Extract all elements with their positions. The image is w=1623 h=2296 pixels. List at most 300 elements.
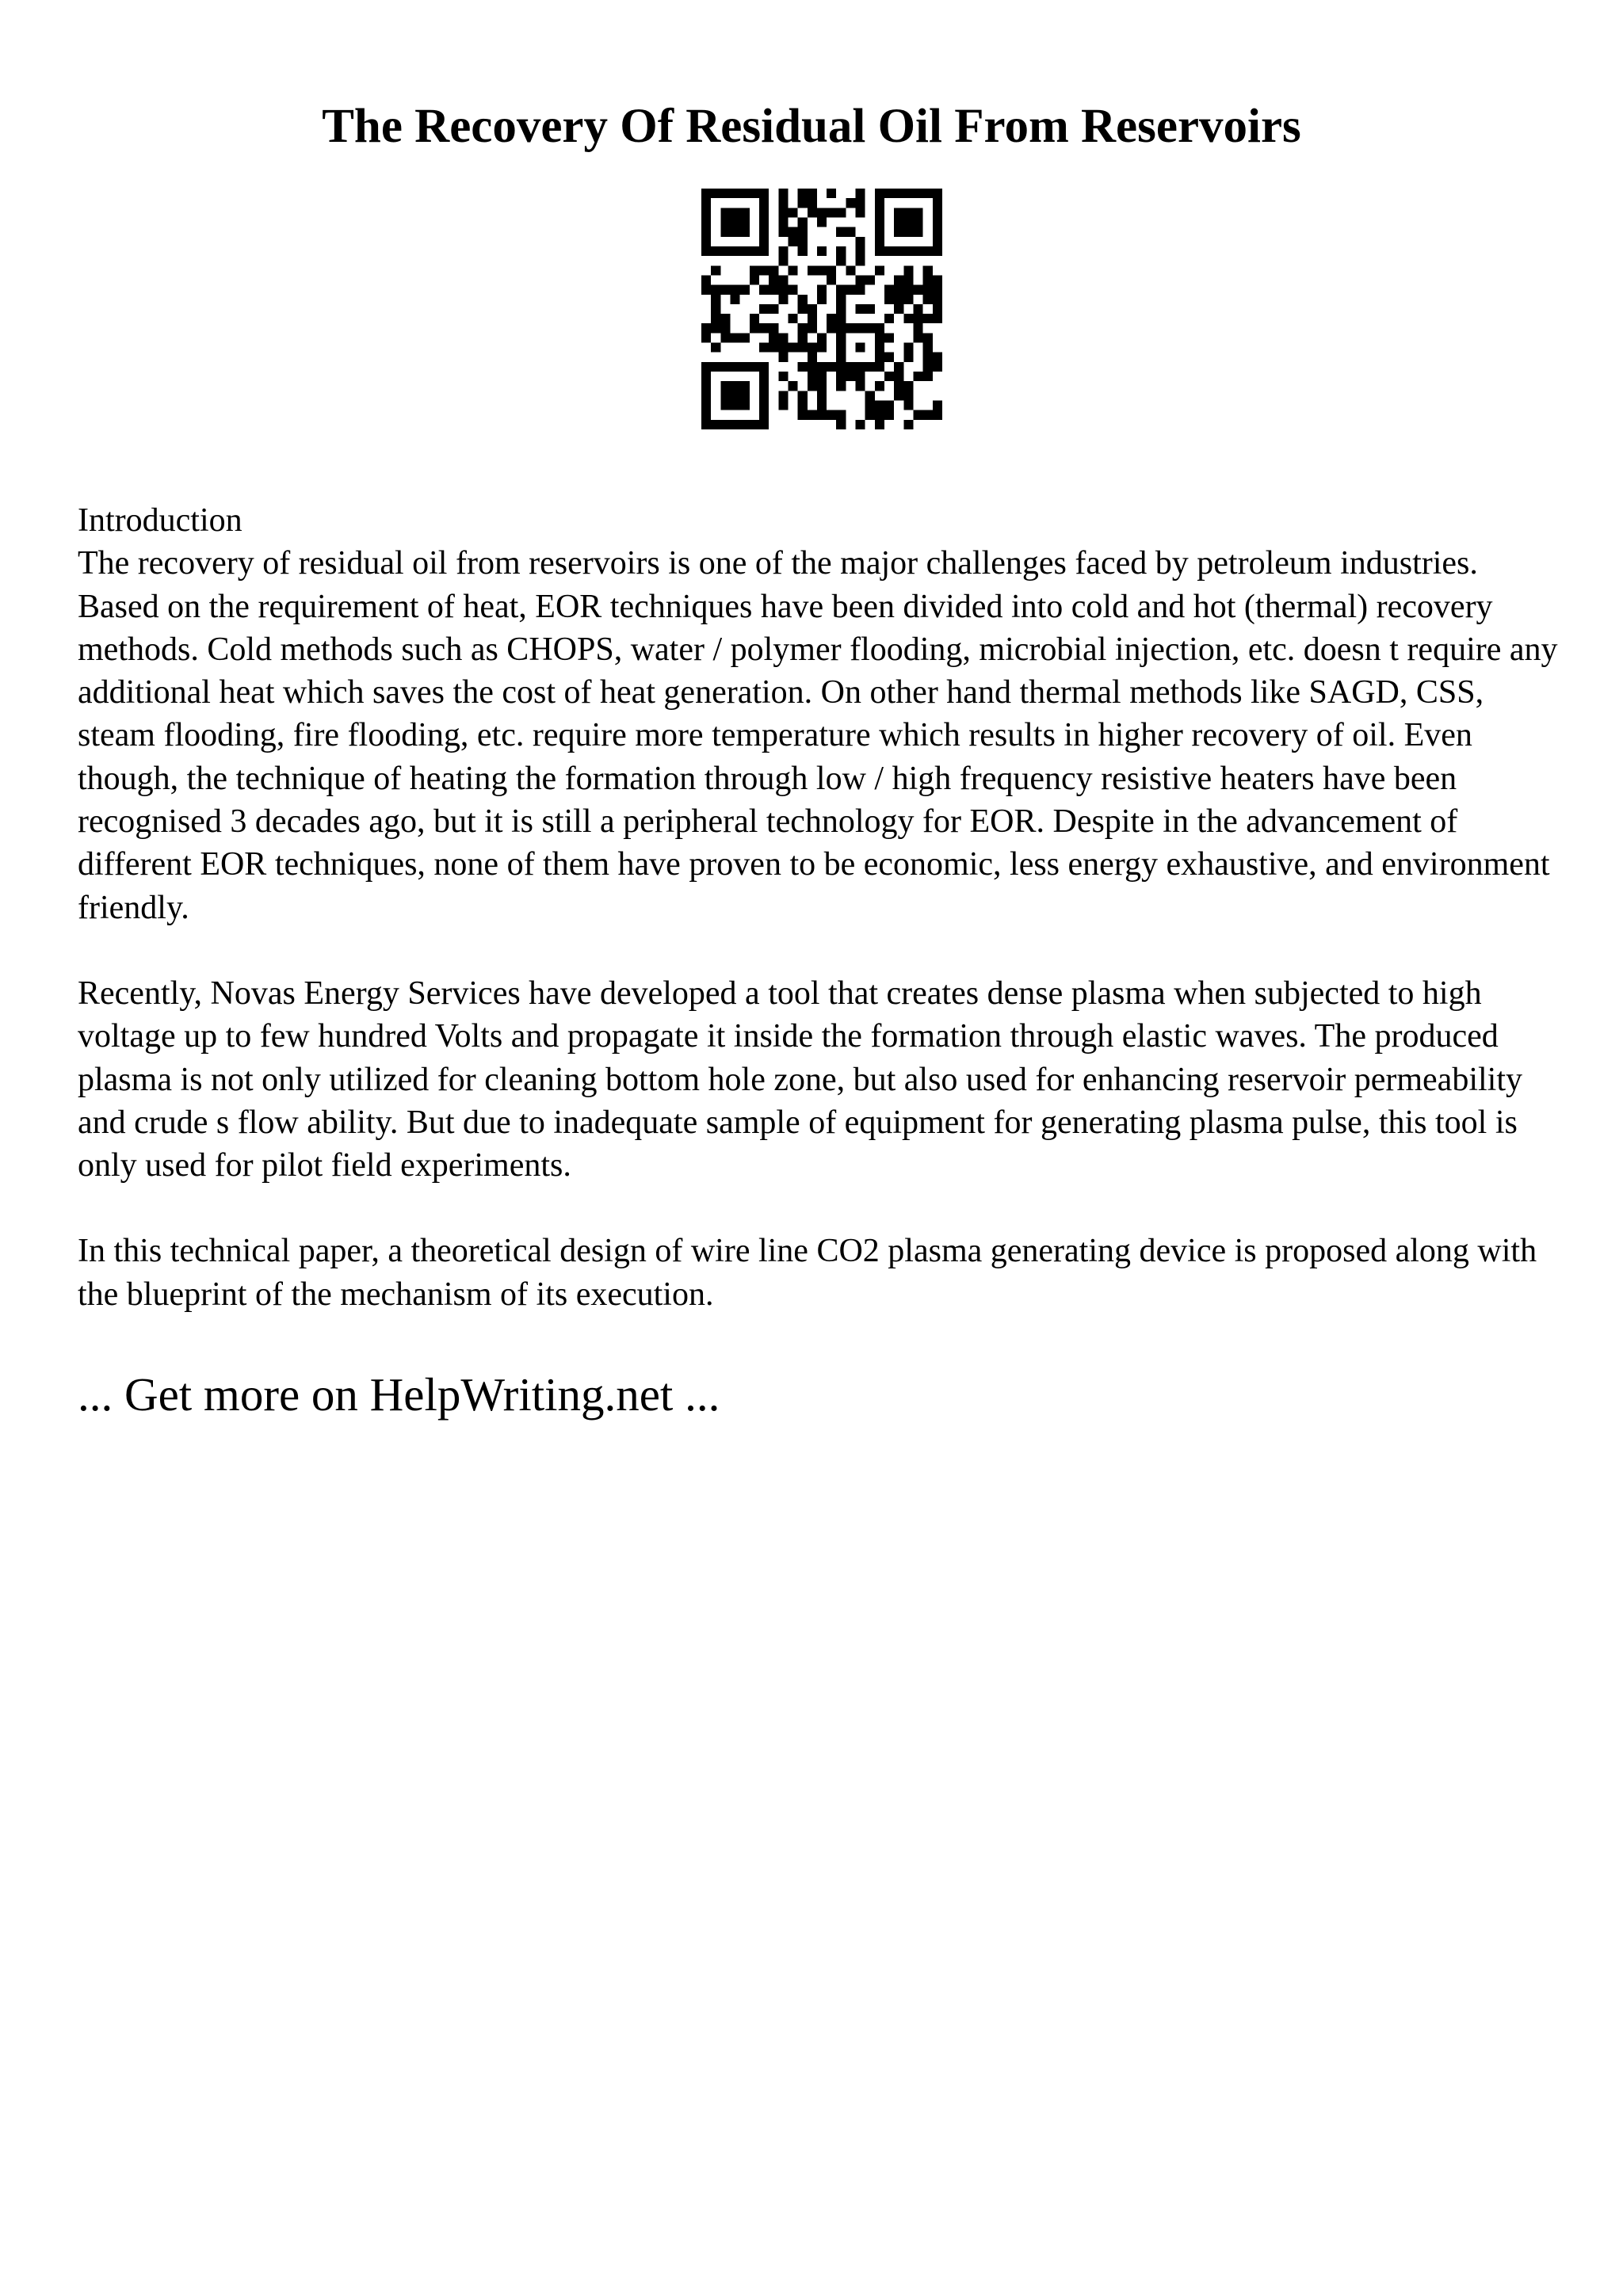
qr-module xyxy=(836,295,846,304)
qr-module xyxy=(750,246,759,256)
qr-module xyxy=(817,285,827,295)
qr-module xyxy=(730,246,739,256)
qr-module xyxy=(759,304,769,314)
qr-module xyxy=(701,208,711,217)
qr-module xyxy=(740,391,750,400)
qr-module xyxy=(701,420,711,429)
paragraph-spacer xyxy=(78,929,1568,972)
qr-module xyxy=(865,323,875,333)
qr-module xyxy=(720,333,730,342)
qr-module xyxy=(827,410,836,420)
qr-module xyxy=(788,285,797,295)
qr-module xyxy=(720,285,730,295)
qr-module xyxy=(856,372,865,381)
qr-module xyxy=(720,227,730,237)
qr-module xyxy=(759,362,769,372)
qr-module xyxy=(865,401,875,410)
qr-module xyxy=(720,323,730,333)
qr-module xyxy=(808,353,817,362)
qr-module xyxy=(808,314,817,323)
qr-module xyxy=(875,323,884,333)
qr-code-icon[interactable] xyxy=(701,189,942,429)
qr-module xyxy=(808,410,817,420)
qr-module xyxy=(894,275,903,284)
qr-module xyxy=(903,381,913,391)
qr-module xyxy=(856,198,865,208)
qr-module xyxy=(894,304,903,314)
qr-module xyxy=(740,420,750,429)
qr-module xyxy=(894,208,903,217)
qr-module xyxy=(759,323,769,333)
qr-module xyxy=(923,265,933,275)
qr-module xyxy=(711,304,720,314)
qr-module xyxy=(759,410,769,420)
qr-module xyxy=(884,353,894,362)
qr-module xyxy=(856,208,865,217)
qr-module xyxy=(778,275,788,284)
paragraph-2: Recently, Novas Energy Services have developed a tool that creates dense plasma when subjected to high voltage up to few hundred Volts and propagate it inside the formation through elastic waves. The produced plasma is not only utilized for cleaning bottom hole zone, but also used for enhancing reservoir permeability and crude s flow ability. But due to inadequate sample of equipment for generating plasma pulse, this tool is only used for pilot field experiments. xyxy=(78,974,1523,1184)
qr-module xyxy=(701,391,711,400)
qr-module xyxy=(730,391,739,400)
qr-module xyxy=(788,208,797,217)
qr-module xyxy=(894,295,903,304)
qr-module xyxy=(914,372,923,381)
qr-module xyxy=(836,256,846,265)
qr-module xyxy=(884,295,894,304)
qr-module xyxy=(817,295,827,304)
qr-module xyxy=(923,410,933,420)
qr-module xyxy=(875,237,884,246)
qr-module xyxy=(856,285,865,295)
qr-module xyxy=(836,246,846,256)
qr-module xyxy=(894,381,903,391)
qr-module xyxy=(865,304,875,314)
qr-module xyxy=(740,208,750,217)
qr-module xyxy=(923,275,933,284)
qr-module xyxy=(933,198,942,208)
qr-module xyxy=(759,208,769,217)
qr-module xyxy=(894,391,903,400)
qr-module xyxy=(836,353,846,362)
qr-module xyxy=(875,401,884,410)
qr-module xyxy=(778,401,788,410)
qr-module xyxy=(817,401,827,410)
qr-module xyxy=(817,343,827,353)
qr-module xyxy=(701,189,711,198)
qr-module xyxy=(875,410,884,420)
qr-module xyxy=(788,314,797,323)
qr-module xyxy=(817,246,827,256)
qr-module xyxy=(894,362,903,372)
paragraph-1: The recovery of residual oil from reservoirs is one of the major challenges faced by petroleum industries. Based on the requirement of heat, EOR techniques have been divided into cold and hot (thermal) recovery methods. Cold methods such as CHOPS, water / polymer flooding, microbial injection, etc. doesn t require any additional heat which saves the cost of heat generation. On other hand thermal methods like SAGD, CSS, steam flooding, fire flooding, etc. require more temperature which results in higher recovery of oil. Even though, the technique of heating the formation through low / high frequency resistive heaters have been recognised 3 decades ago, but it is still a peripheral technology for EOR. Despite in the advancement of different EOR techniques, none of them have proven to be economic, less energy exhaustive, and environment friendly. xyxy=(78,545,1558,926)
qr-module xyxy=(769,275,778,284)
qr-module xyxy=(798,227,808,237)
qr-module xyxy=(778,208,788,217)
get-more-link[interactable]: ... Get more on HelpWriting.net ... xyxy=(78,1368,720,1421)
qr-module xyxy=(923,343,933,353)
qr-module xyxy=(875,362,884,372)
qr-module xyxy=(759,343,769,353)
qr-module xyxy=(836,333,846,342)
qr-module xyxy=(856,237,865,246)
qr-module xyxy=(798,189,808,198)
qr-module xyxy=(769,285,778,295)
qr-module xyxy=(778,217,788,227)
qr-module xyxy=(827,362,836,372)
qr-module xyxy=(750,314,759,323)
qr-module xyxy=(720,401,730,410)
qr-module xyxy=(933,410,942,420)
qr-module xyxy=(933,314,942,323)
qr-module xyxy=(923,372,933,381)
qr-module xyxy=(836,343,846,353)
qr-module xyxy=(730,285,739,295)
qr-module xyxy=(750,323,759,333)
qr-module xyxy=(914,410,923,420)
qr-module xyxy=(778,372,788,381)
qr-module xyxy=(856,246,865,256)
qr-module xyxy=(856,275,865,284)
qr-module xyxy=(759,198,769,208)
qr-module xyxy=(933,227,942,237)
qr-module xyxy=(720,391,730,400)
qr-module xyxy=(798,362,808,372)
qr-module xyxy=(750,189,759,198)
qr-module xyxy=(827,189,836,198)
qr-module xyxy=(778,189,788,198)
qr-module xyxy=(701,333,711,342)
qr-module xyxy=(817,362,827,372)
qr-module xyxy=(701,237,711,246)
qr-module xyxy=(701,198,711,208)
qr-module xyxy=(846,265,855,275)
qr-module xyxy=(846,372,855,381)
qr-module xyxy=(875,343,884,353)
qr-module xyxy=(903,401,913,410)
qr-module xyxy=(778,353,788,362)
qr-module xyxy=(884,372,894,381)
qr-module xyxy=(808,208,817,217)
qr-module xyxy=(720,362,730,372)
qr-module xyxy=(856,420,865,429)
qr-module xyxy=(875,189,884,198)
qr-module xyxy=(701,285,711,295)
qr-module xyxy=(875,333,884,342)
qr-module xyxy=(720,217,730,227)
qr-module xyxy=(730,362,739,372)
qr-module xyxy=(808,381,817,391)
qr-module xyxy=(827,208,836,217)
qr-module xyxy=(836,410,846,420)
qr-module xyxy=(769,323,778,333)
qr-module xyxy=(759,420,769,429)
qr-module xyxy=(903,275,913,284)
qr-module xyxy=(836,362,846,372)
qr-module xyxy=(884,246,894,256)
qr-module xyxy=(711,323,720,333)
qr-module xyxy=(856,362,865,372)
qr-module xyxy=(711,265,720,275)
qr-module xyxy=(798,323,808,333)
qr-module xyxy=(720,314,730,323)
qr-module xyxy=(933,237,942,246)
qr-module xyxy=(856,256,865,265)
qr-module xyxy=(740,401,750,410)
qr-module xyxy=(846,227,855,237)
qr-module xyxy=(903,295,913,304)
qr-module xyxy=(730,227,739,237)
document-title: The Recovery Of Residual Oil From Reservoirs xyxy=(322,100,1301,153)
qr-module xyxy=(914,246,923,256)
qr-module xyxy=(798,246,808,256)
qr-module xyxy=(701,381,711,391)
qr-module xyxy=(903,189,913,198)
qr-module xyxy=(933,401,942,410)
qr-module xyxy=(788,227,797,237)
qr-module xyxy=(894,285,903,295)
qr-module xyxy=(808,323,817,333)
qr-module xyxy=(798,391,808,400)
qr-module xyxy=(836,323,846,333)
qr-module xyxy=(817,208,827,217)
qr-module xyxy=(788,343,797,353)
qr-module xyxy=(894,217,903,227)
qr-module xyxy=(875,420,884,429)
qr-module xyxy=(798,198,808,208)
qr-module xyxy=(923,285,933,295)
qr-module xyxy=(808,362,817,372)
qr-module xyxy=(730,420,739,429)
qr-module xyxy=(923,333,933,342)
section-heading: Introduction xyxy=(78,502,242,539)
qr-module xyxy=(933,304,942,314)
qr-module xyxy=(836,227,846,237)
qr-module xyxy=(740,362,750,372)
qr-module xyxy=(701,227,711,237)
qr-module xyxy=(827,275,836,284)
qr-module xyxy=(914,189,923,198)
qr-module xyxy=(933,189,942,198)
qr-module xyxy=(846,198,855,208)
qr-module xyxy=(875,246,884,256)
qr-module xyxy=(798,333,808,342)
qr-module xyxy=(817,410,827,420)
qr-module xyxy=(933,275,942,284)
qr-module xyxy=(817,391,827,400)
qr-module xyxy=(759,381,769,391)
qr-module xyxy=(894,246,903,256)
qr-module xyxy=(884,401,894,410)
qr-module xyxy=(914,304,923,314)
qr-module xyxy=(923,246,933,256)
qr-module xyxy=(923,362,933,372)
qr-module xyxy=(865,410,875,420)
qr-module xyxy=(788,265,797,275)
qr-module xyxy=(914,217,923,227)
qr-module xyxy=(817,217,827,227)
qr-module xyxy=(914,285,923,295)
qr-module xyxy=(798,217,808,227)
qr-module xyxy=(933,285,942,295)
qr-module xyxy=(865,275,875,284)
qr-module xyxy=(798,401,808,410)
qr-module xyxy=(808,265,817,275)
qr-module xyxy=(933,246,942,256)
qr-module xyxy=(750,275,759,284)
qr-module xyxy=(846,323,855,333)
qr-module xyxy=(701,246,711,256)
qr-module xyxy=(903,343,913,353)
qr-module xyxy=(903,265,913,275)
qr-module xyxy=(865,362,875,372)
qr-module xyxy=(769,333,778,342)
qr-module xyxy=(914,227,923,237)
qr-module xyxy=(711,362,720,372)
qr-module xyxy=(894,189,903,198)
qr-module xyxy=(711,420,720,429)
qr-module xyxy=(759,246,769,256)
qr-module xyxy=(914,208,923,217)
qr-module xyxy=(788,237,797,246)
qr-module xyxy=(778,391,788,400)
qr-module xyxy=(933,295,942,304)
qr-module xyxy=(778,343,788,353)
qr-module xyxy=(933,208,942,217)
qr-module xyxy=(701,275,711,284)
qr-module xyxy=(711,285,720,295)
qr-module xyxy=(836,372,846,381)
qr-module xyxy=(750,420,759,429)
qr-module xyxy=(856,323,865,333)
qr-module xyxy=(740,381,750,391)
qr-module xyxy=(740,246,750,256)
qr-module xyxy=(778,285,788,295)
qr-module xyxy=(875,381,884,391)
qr-module xyxy=(740,217,750,227)
qr-module xyxy=(875,198,884,208)
qr-module xyxy=(740,189,750,198)
qr-module xyxy=(923,353,933,362)
qr-module xyxy=(846,362,855,372)
qr-module xyxy=(836,208,846,217)
qr-module xyxy=(720,381,730,391)
qr-module xyxy=(903,353,913,362)
qr-module xyxy=(808,343,817,353)
qr-module xyxy=(778,227,788,237)
qr-module xyxy=(903,227,913,237)
qr-module xyxy=(884,189,894,198)
qr-module xyxy=(808,189,817,198)
qr-module xyxy=(769,304,778,314)
qr-module xyxy=(730,401,739,410)
qr-module xyxy=(836,304,846,314)
qr-module xyxy=(769,343,778,353)
qr-module xyxy=(711,343,720,353)
qr-module xyxy=(846,285,855,295)
qr-module xyxy=(720,420,730,429)
qr-module xyxy=(856,381,865,391)
qr-module xyxy=(875,353,884,362)
qr-module xyxy=(750,362,759,372)
qr-module xyxy=(798,343,808,353)
qr-module xyxy=(711,246,720,256)
qr-module xyxy=(884,333,894,342)
qr-module xyxy=(817,372,827,381)
qr-module xyxy=(817,381,827,391)
qr-module xyxy=(711,295,720,304)
qr-module xyxy=(720,246,730,256)
qr-module xyxy=(856,189,865,198)
qr-module xyxy=(884,285,894,295)
qr-module xyxy=(759,189,769,198)
qr-module xyxy=(836,381,846,391)
qr-module xyxy=(875,217,884,227)
qr-module xyxy=(894,227,903,237)
qr-module xyxy=(903,285,913,295)
qr-module xyxy=(798,237,808,246)
qr-module xyxy=(759,401,769,410)
qr-module xyxy=(836,285,846,295)
qr-module xyxy=(740,227,750,237)
qr-module xyxy=(778,295,788,304)
qr-module xyxy=(875,265,884,275)
qr-module xyxy=(875,208,884,217)
qr-module xyxy=(759,237,769,246)
qr-module xyxy=(903,217,913,227)
qr-module xyxy=(827,323,836,333)
qr-module xyxy=(730,217,739,227)
qr-module xyxy=(914,323,923,333)
qr-module xyxy=(884,314,894,323)
qr-module xyxy=(701,372,711,381)
qr-module xyxy=(711,314,720,323)
qr-module xyxy=(720,208,730,217)
qr-module xyxy=(750,265,759,275)
qr-module xyxy=(836,314,846,323)
qr-module xyxy=(894,372,903,381)
qr-module xyxy=(759,372,769,381)
qr-module xyxy=(730,189,739,198)
qr-module xyxy=(759,227,769,237)
paragraph-3: In this technical paper, a theoretical design of wire line CO2 plasma generating device is proposed along with the blueprint of the mechanism of its execution. xyxy=(78,1233,1537,1313)
qr-module xyxy=(778,198,788,208)
qr-module xyxy=(769,265,778,275)
qr-module xyxy=(856,343,865,353)
qr-module xyxy=(903,391,913,400)
qr-module xyxy=(923,295,933,304)
qr-module xyxy=(836,420,846,429)
paragraph-spacer xyxy=(78,1187,1568,1230)
qr-module xyxy=(933,217,942,227)
qr-module xyxy=(701,401,711,410)
qr-module xyxy=(884,410,894,420)
qr-module xyxy=(740,333,750,342)
qr-module xyxy=(701,410,711,420)
qr-module xyxy=(701,323,711,333)
qr-module xyxy=(914,333,923,342)
qr-module xyxy=(933,362,942,372)
qr-module xyxy=(923,189,933,198)
qr-module xyxy=(798,295,808,304)
qr-code-graphic xyxy=(701,189,942,429)
qr-module xyxy=(730,295,739,304)
qr-module xyxy=(701,217,711,227)
qr-module xyxy=(808,304,817,314)
qr-module xyxy=(711,189,720,198)
qr-module xyxy=(701,362,711,372)
qr-module xyxy=(759,265,769,275)
qr-module xyxy=(903,246,913,256)
